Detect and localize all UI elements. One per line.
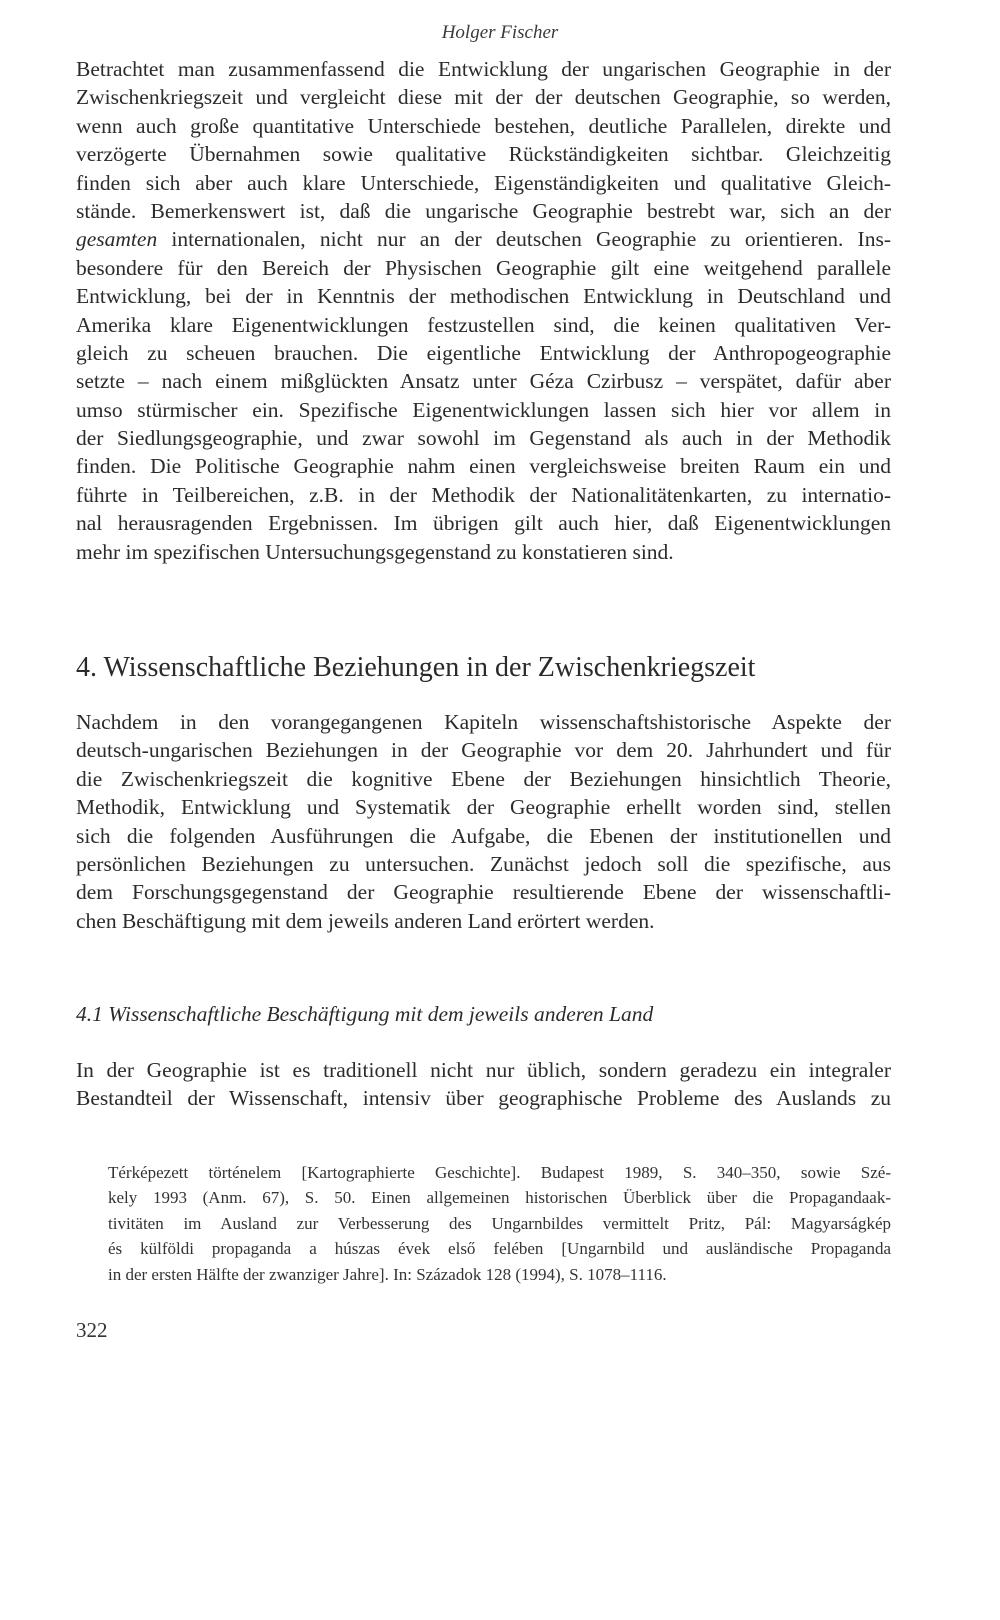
footnote-line: tivitäten im Ausland zur Verbesserung des Ungarnbildes vermittelt Pritz, Pál: Magyarságkép bbox=[108, 1213, 891, 1233]
body-paragraph bbox=[76, 55, 891, 566]
text-line-mixed bbox=[76, 225, 891, 253]
text-line: mehr im spezifischen Untersuchungsgegenstand zu konstatieren sind. bbox=[76, 539, 674, 564]
text-line: wenn auch große quantitative Unterschiede bestehen, deutliche Parallelen, direkte und bbox=[76, 113, 891, 138]
text-line: nal herausragenden Ergebnissen. Im übrigen gilt auch hier, daß Eigenentwicklungen bbox=[76, 511, 891, 536]
text-span: internationalen, nicht nur an der deutschen Geographie zu orientieren. Ins- bbox=[157, 227, 891, 252]
running-header: Holger Fischer bbox=[441, 22, 559, 43]
text-line: persönlichen Beziehungen zu untersuchen. Zunächst jedoch soll die spezifische, aus bbox=[76, 851, 891, 876]
text-line: Methodik, Entwicklung und Systematik der Geographie erhellt worden sind, stellen bbox=[76, 795, 891, 820]
text-line: besondere für den Bereich der Physischen Geographie gilt eine weitgehend parallele bbox=[76, 255, 891, 280]
text-line: Entwicklung, bei der in Kenntnis der methodischen Entwicklung in Deutschland und bbox=[76, 284, 891, 309]
subsection-heading: 4.1 Wissenschaftliche Beschäftigung mit dem jeweils anderen Land bbox=[76, 1002, 654, 1026]
text-line: Nachdem in den vorangegangenen Kapiteln wissenschaftshistorische Aspekte der bbox=[76, 710, 891, 734]
text-line: dem Forschungsgegenstand der Geographie resultierende Ebene der wissenschaftli- bbox=[76, 880, 891, 905]
text-line: führte in Teilbereichen, z.B. in der Methodik der Nationalitätenkarten, zu internatio- bbox=[76, 482, 891, 507]
text-line: verzögerte Übernahmen sowie qualitative Rückständigkeiten sichtbar. Gleichzeitig bbox=[76, 142, 891, 167]
text-line: Zwischenkriegszeit und vergleicht diese mit der der deutschen Geographie, so werden, bbox=[76, 85, 891, 110]
text-line: gleich zu scheuen brauchen. Die eigentliche Entwicklung der Anthropogeographie bbox=[76, 340, 891, 365]
text-line: Amerika klare Eigenentwicklungen festzustellen sind, die keinen qualitativen Ver- bbox=[76, 312, 891, 337]
footnote-line: és külföldi propaganda a húszas évek első felében [Ungarnbild und ausländische Propaganda bbox=[108, 1239, 891, 1259]
text-line: Bestandteil der Wissenschaft, intensiv über geographische Probleme des Auslands zu bbox=[76, 1086, 891, 1111]
text-line: finden sich aber auch klare Unterschiede, Eigenständigkeiten und qualitative Gleich- bbox=[76, 170, 891, 195]
text-line: sich die folgenden Ausführungen die Aufgabe, die Ebenen der institutionellen und bbox=[76, 823, 891, 848]
text-line: chen Beschäftigung mit dem jeweils anderen Land erörtert werden. bbox=[76, 908, 655, 933]
text-line: finden. Die Politische Geographie nahm einen vergleichsweise breiten Raum ein und bbox=[76, 454, 891, 479]
footnote bbox=[108, 1160, 891, 1287]
section-paragraph bbox=[76, 708, 891, 935]
text-line: der Siedlungsgeographie, und zwar sowohl im Gegenstand als auch in der Methodik bbox=[76, 426, 891, 451]
text-line: setzte – nach einem mißglückten Ansatz unter Géza Czirbusz – verspätet, dafür aber bbox=[76, 369, 891, 394]
footnote-line: in der ersten Hälfte der zwanziger Jahre]. In: Századok 128 (1994), S. 1078–1116. bbox=[108, 1264, 667, 1284]
text-line: die Zwischenkriegszeit die kognitive Ebene der Beziehungen hinsichtlich Theorie, bbox=[76, 766, 891, 791]
text-line: stände. Bemerkenswert ist, daß die ungarische Geographie bestrebt war, sich an der bbox=[76, 198, 891, 223]
italic-emphasis: gesamten bbox=[76, 227, 158, 252]
section-heading: 4. Wissenschaftliche Beziehungen in der Zwischenkriegszeit bbox=[76, 652, 756, 683]
text-line: umso stürmischer ein. Spezifische Eigenentwicklungen lassen sich hier vor allem in bbox=[76, 397, 891, 422]
text-line: Betrachtet man zusammenfassend die Entwicklung der ungarischen Geographie in der bbox=[76, 57, 891, 81]
subsection-paragraph bbox=[76, 1056, 891, 1113]
text-line: In der Geographie ist es traditionell nicht nur üblich, sondern geradezu ein integraler bbox=[76, 1058, 891, 1082]
footnote-line: Térképezett történelem [Kartographierte Geschichte]. Budapest 1989, S. 340–350, sowie Szé- bbox=[108, 1163, 891, 1182]
page-number: 322 bbox=[76, 1318, 108, 1342]
footnote-line: kely 1993 (Anm. 67), S. 50. Einen allgemeinen historischen Überblick über die Propagandaak- bbox=[108, 1188, 891, 1208]
text-line: deutsch-ungarischen Beziehungen in der Geographie vor dem 20. Jahrhundert und für bbox=[76, 738, 891, 763]
